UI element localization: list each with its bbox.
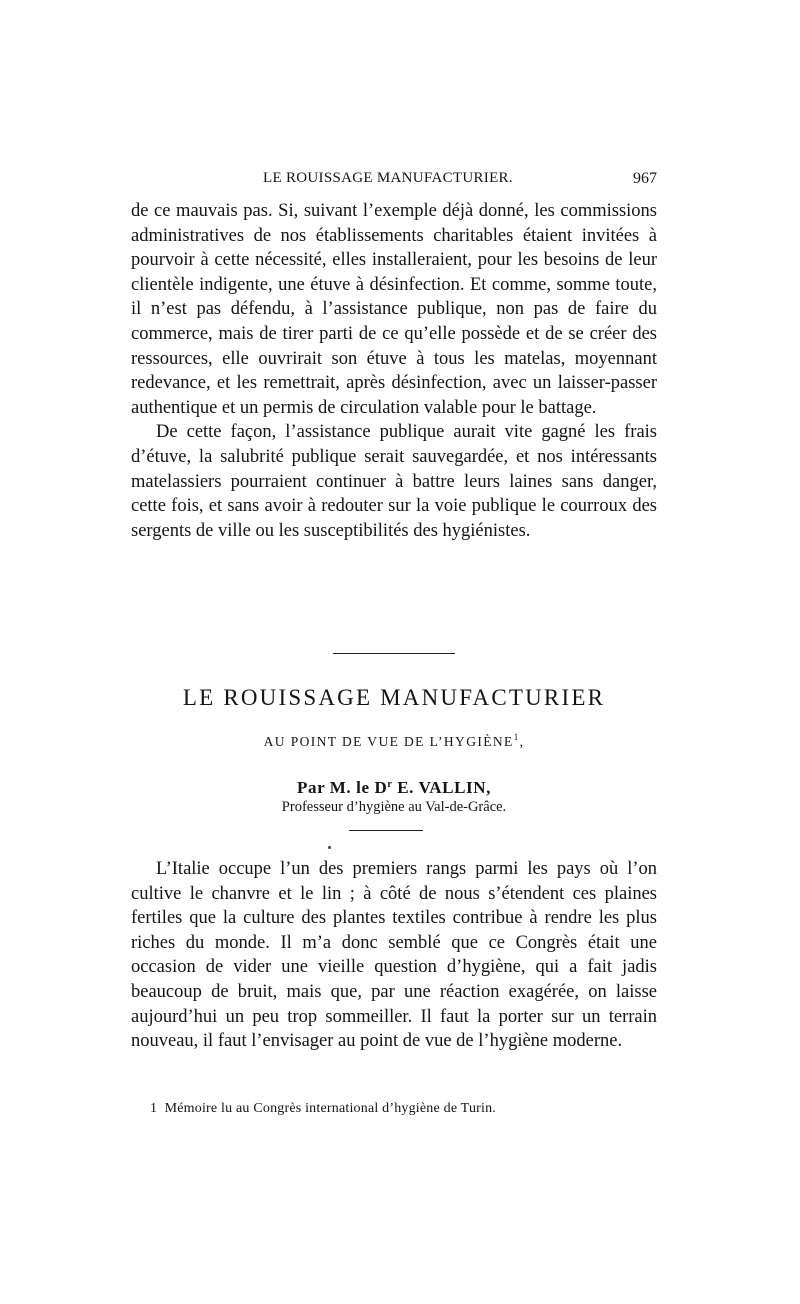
author-name: E. VALLIN, <box>392 778 491 797</box>
paragraph: de ce mauvais pas. Si, suivant l’exemple déjà donné, les commissions administratives de nos établissements charitables étaient invitées à pourvoir à cette nécessité, elles installeraient, pour les besoins de leur clientèle indigente, une étuve à désinfection. Et comme, somme toute, il n’est pas défendu, à l’assistance publique, non pas de faire du commerce, mais de tirer parti de ce qu’elle possède et de se créer des ressources, elle ouvrirait son étuve à tous les matelas, moyennant redevance, et les remettrait, après désinfection, avec un laisser-passer authentique et un permis de circulation valable pour le battage. <box>131 201 657 418</box>
article-body <box>131 857 657 1054</box>
section-divider <box>333 653 455 654</box>
paragraph: L’Italie occupe l’un des premiers rangs parmi les pays où l’on cultive le chanvre et le lin ; à côté de nous s’étendent ces plaines fertiles que la culture des plantes textiles contribue à rendre les plus riches du monde. Il m’a donc semblé que ce Congrès était une occasion de vider une vieille question d’hygiène, qui a fait jadis beaucoup de bruit, mais que, par une réaction exagérée, on laisse aujourd’hui un peu trop sommeiller. Il faut la porter sur un terrain nouveau, il faut l’envisager au point de vue de l’hygiène moderne. <box>131 859 657 1052</box>
previous-article-text <box>131 199 657 543</box>
footnote-mark: 1 <box>150 1101 158 1116</box>
article-subtitle <box>131 732 657 750</box>
running-title: LE ROUISSAGE MANUFACTURIER. <box>263 170 513 186</box>
author-title-abbrev: r <box>387 779 393 790</box>
ink-speck <box>328 846 331 849</box>
footnote-text: Mémoire lu au Congrès international d’hygiène de Turin. <box>164 1101 496 1116</box>
subtitle-text: AU POINT DE VUE DE L’HYGIÈNE <box>263 734 514 749</box>
running-header <box>131 170 657 194</box>
subtitle-punctuation: , <box>519 734 525 749</box>
author-line <box>131 778 657 798</box>
author-prefix: Par M. le D <box>297 778 388 797</box>
paragraph: De cette façon, l’assistance publique aurait vite gagné les frais d’étuve, la salubrité publique serait sauvegardée, et nos intéressants matelassiers pourraient continuer à battre leurs laines sans danger, cette fois, et sans avoir à redouter sur la voie publique le courroux des sergents de ville ou les susceptibilités des hygiénistes. <box>131 422 657 541</box>
author-affiliation: Professeur d’hygiène au Val-de-Grâce. <box>281 799 507 815</box>
article-title: LE ROUISSAGE MANUFACTURIER <box>182 685 606 710</box>
footnote-reference[interactable]: 1 <box>513 732 520 742</box>
footnote <box>150 1101 496 1117</box>
title-divider <box>349 830 423 831</box>
page-number: 967 <box>633 170 657 187</box>
